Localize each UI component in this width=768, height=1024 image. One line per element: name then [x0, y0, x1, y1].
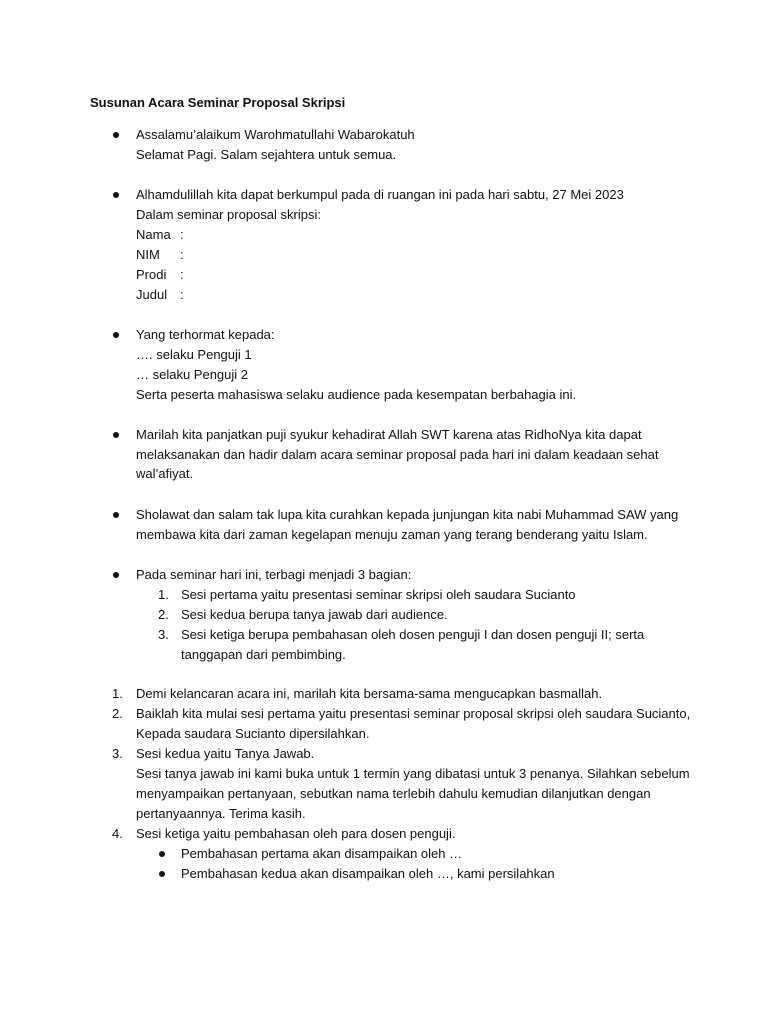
- sub-item-number: 2.: [158, 607, 169, 622]
- paragraph-line: melaksanakan dan hadir dalam acara seminar proposal pada hari ini dalam keadaan sehat: [136, 447, 659, 462]
- greeting-line: Assalamu’alaikum Warohmatullahi Wabarokatuh: [136, 127, 415, 142]
- paragraph-line: Serta peserta mahasiswa selaku audience pada kesempatan berbahagia ini.: [136, 387, 577, 402]
- paragraph-line: Dalam seminar proposal skripsi:: [136, 207, 321, 222]
- field-colon: :: [180, 287, 184, 302]
- paragraph-line: … selaku Penguji 2: [136, 367, 249, 382]
- paragraph-line: …. selaku Penguji 1: [136, 347, 252, 362]
- sub-bullet-text: Pembahasan pertama akan disampaikan oleh …: [181, 846, 463, 861]
- field-label: Judul: [136, 287, 168, 302]
- paragraph-line: membawa kita dari zaman kegelapan menuju zaman yang terang benderang yaitu Islam.: [136, 527, 648, 542]
- sub-item-text: Sesi pertama yaitu presentasi seminar skripsi oleh saudara Sucianto: [181, 587, 576, 602]
- sub-item-text: Sesi kedua berupa tanya jawab dari audience.: [181, 607, 448, 622]
- sub-item-text: tanggapan dari pembimbing.: [181, 647, 346, 662]
- list-item-number: 3.: [112, 746, 123, 761]
- list-item-text: pertanyaannya. Terima kasih.: [136, 806, 306, 821]
- list-item-text: Sesi kedua yaitu Tanya Jawab.: [136, 746, 315, 761]
- field-label: Nama: [136, 227, 171, 242]
- field-label: Prodi: [136, 267, 167, 282]
- bullet: [159, 851, 165, 857]
- bullet: [113, 432, 119, 438]
- field-label: NIM: [136, 247, 160, 262]
- list-item-text: Baiklah kita mulai sesi pertama yaitu presentasi seminar proposal skripsi oleh saudara Sucianto,: [136, 706, 691, 721]
- greeting-line: Selamat Pagi. Salam sejahtera untuk semua.: [136, 147, 397, 162]
- paragraph-line: Pada seminar hari ini, terbagi menjadi 3 bagian:: [136, 567, 412, 582]
- sub-bullet-text: Pembahasan kedua akan disampaikan oleh …, kami persilahkan: [181, 866, 555, 881]
- sub-item-number: 1.: [158, 587, 169, 602]
- paragraph-line: Yang terhormat kepada:: [136, 327, 275, 342]
- field-colon: :: [180, 227, 184, 242]
- bullet: [113, 132, 119, 138]
- bullet: [113, 512, 119, 518]
- bullet: [113, 192, 119, 198]
- paragraph-line: wal’afiyat.: [136, 466, 194, 481]
- list-item-number: 2.: [112, 706, 123, 721]
- bullet: [159, 871, 165, 877]
- list-item-text: Sesi tanya jawab ini kami buka untuk 1 termin yang dibatasi untuk 3 penanya. Silahkan sebelum: [136, 766, 690, 781]
- field-colon: :: [180, 267, 184, 282]
- field-colon: :: [180, 247, 184, 262]
- bullet: [113, 572, 119, 578]
- paragraph-line: Alhamdulillah kita dapat berkumpul pada di ruangan ini pada hari sabtu, 27 Mei 2023: [136, 187, 624, 202]
- list-item-text: menyampaikan pertanyaan, sebutkan nama terlebih dahulu kemudian dilanjutkan dengan: [136, 786, 651, 801]
- paragraph-line: Marilah kita panjatkan puji syukur kehadirat Allah SWT karena atas RidhoNya kita dapat: [136, 427, 642, 442]
- sub-item-number: 3.: [158, 627, 169, 642]
- list-item-text: Sesi ketiga yaitu pembahasan oleh para dosen penguji.: [136, 826, 456, 841]
- paragraph-line: Sholawat dan salam tak lupa kita curahkan kepada junjungan kita nabi Muhammad SAW yang: [136, 507, 679, 522]
- list-item-text: Demi kelancaran acara ini, marilah kita bersama-sama mengucapkan basmallah.: [136, 686, 603, 701]
- list-item-number: 1.: [112, 686, 123, 701]
- list-item-number: 4.: [112, 826, 123, 841]
- bullet: [113, 332, 119, 338]
- document-title: Susunan Acara Seminar Proposal Skripsi: [90, 95, 346, 110]
- list-item-text: Kepada saudara Sucianto dipersilahkan.: [136, 726, 370, 741]
- sub-item-text: Sesi ketiga berupa pembahasan oleh dosen penguji I dan dosen penguji II; serta: [181, 627, 645, 642]
